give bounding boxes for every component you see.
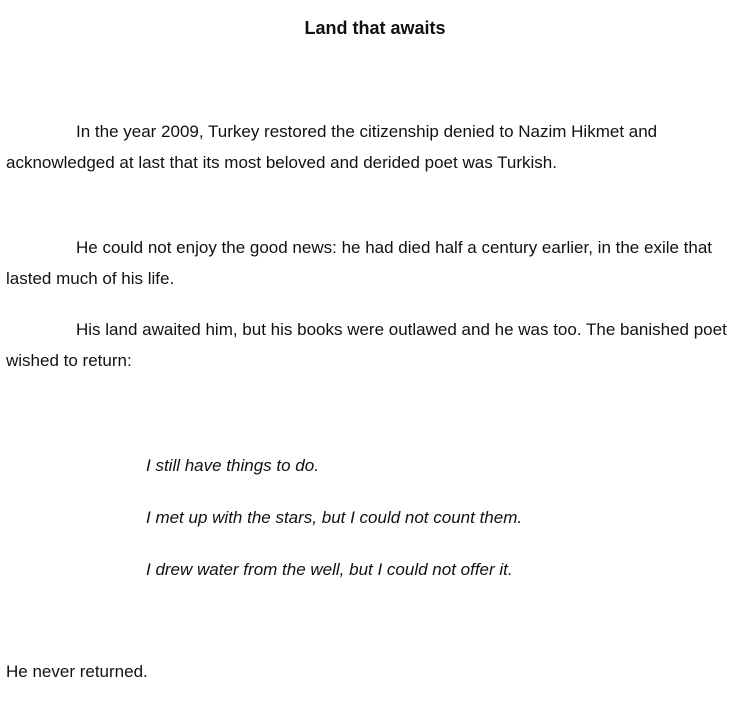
- verse-line: I drew water from the well, but I could not offer it.: [146, 560, 513, 579]
- document-title: Land that awaits: [304, 18, 446, 38]
- verse-line: I met up with the stars, but I could not count them.: [146, 508, 523, 527]
- paragraph: In the year 2009, Turkey restored the citizenship denied to Nazim Hikmet and acknowledged at last that its most beloved and derided poet was Turkish.: [6, 122, 658, 172]
- paragraph: His land awaited him, but his books were outlawed and he was too. The banished poet wished to return:: [6, 320, 727, 370]
- verse-line: I still have things to do.: [146, 456, 319, 475]
- paragraph: He could not enjoy the good news: he had died half a century earlier, in the exile that lasted much of his life.: [6, 238, 713, 288]
- closing-line: He never returned.: [6, 662, 148, 681]
